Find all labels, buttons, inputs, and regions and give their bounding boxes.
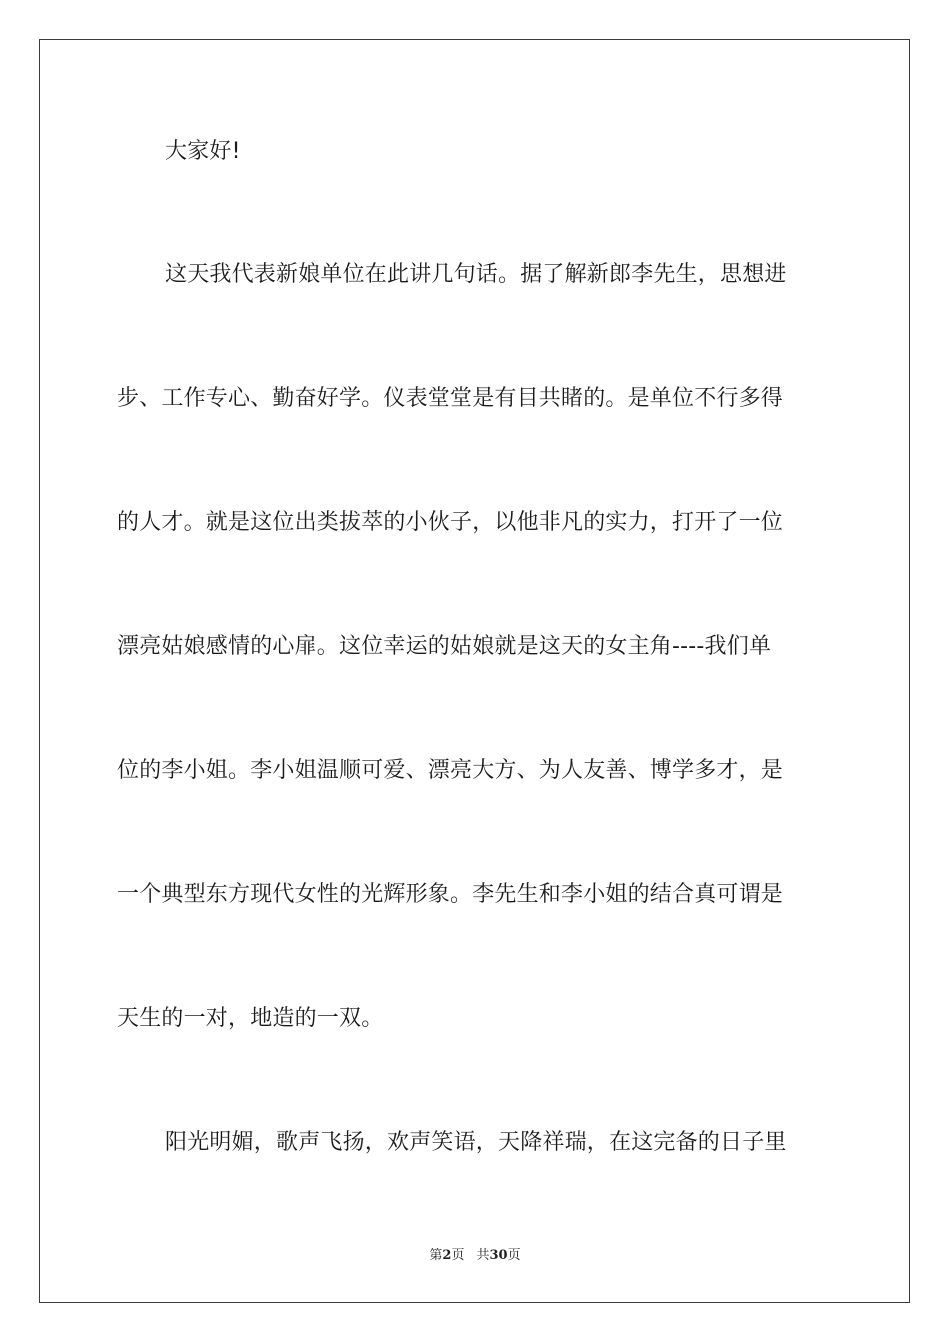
greeting-line: 大家好! bbox=[165, 139, 241, 164]
paragraph-line: 一个典型东方现代女性的光辉形象。李先生和李小姐的结合真可谓是 bbox=[117, 882, 784, 907]
paragraph-line: 的人才。就是这位出类拔萃的小伙子，以他非凡的实力，打开了一位 bbox=[117, 510, 784, 535]
paragraph-line: 漂亮姑娘感情的心扉。这位幸运的姑娘就是这天的女主角----我们单 bbox=[117, 634, 772, 659]
page-border bbox=[39, 39, 910, 1303]
page-label-suffix: 页 bbox=[451, 1248, 465, 1263]
paragraph-line: 步、工作专心、勤奋好学。仪表堂堂是有目共睹的。是单位不行多得 bbox=[117, 386, 784, 411]
total-label-suffix: 页 bbox=[507, 1248, 521, 1263]
total-pages: 30 bbox=[489, 1248, 508, 1263]
total-label-prefix: 共 bbox=[476, 1248, 490, 1263]
page-number: 2 bbox=[442, 1248, 452, 1263]
paragraph-line: 天生的一对，地造的一双。 bbox=[117, 1006, 384, 1031]
paragraph-line: 位的李小姐。李小姐温顺可爱、漂亮大方、为人友善、博学多才，是 bbox=[117, 758, 784, 783]
paragraph-line: 这天我代表新娘单位在此讲几句话。据了解新郎李先生，思想进 bbox=[165, 262, 787, 287]
paragraph-line: 阳光明媚，歌声飞扬，欢声笑语，天降祥瑞，在这完备的日子里 bbox=[165, 1130, 787, 1155]
page-footer bbox=[0, 1247, 950, 1265]
page-label-prefix: 第 bbox=[429, 1248, 443, 1263]
